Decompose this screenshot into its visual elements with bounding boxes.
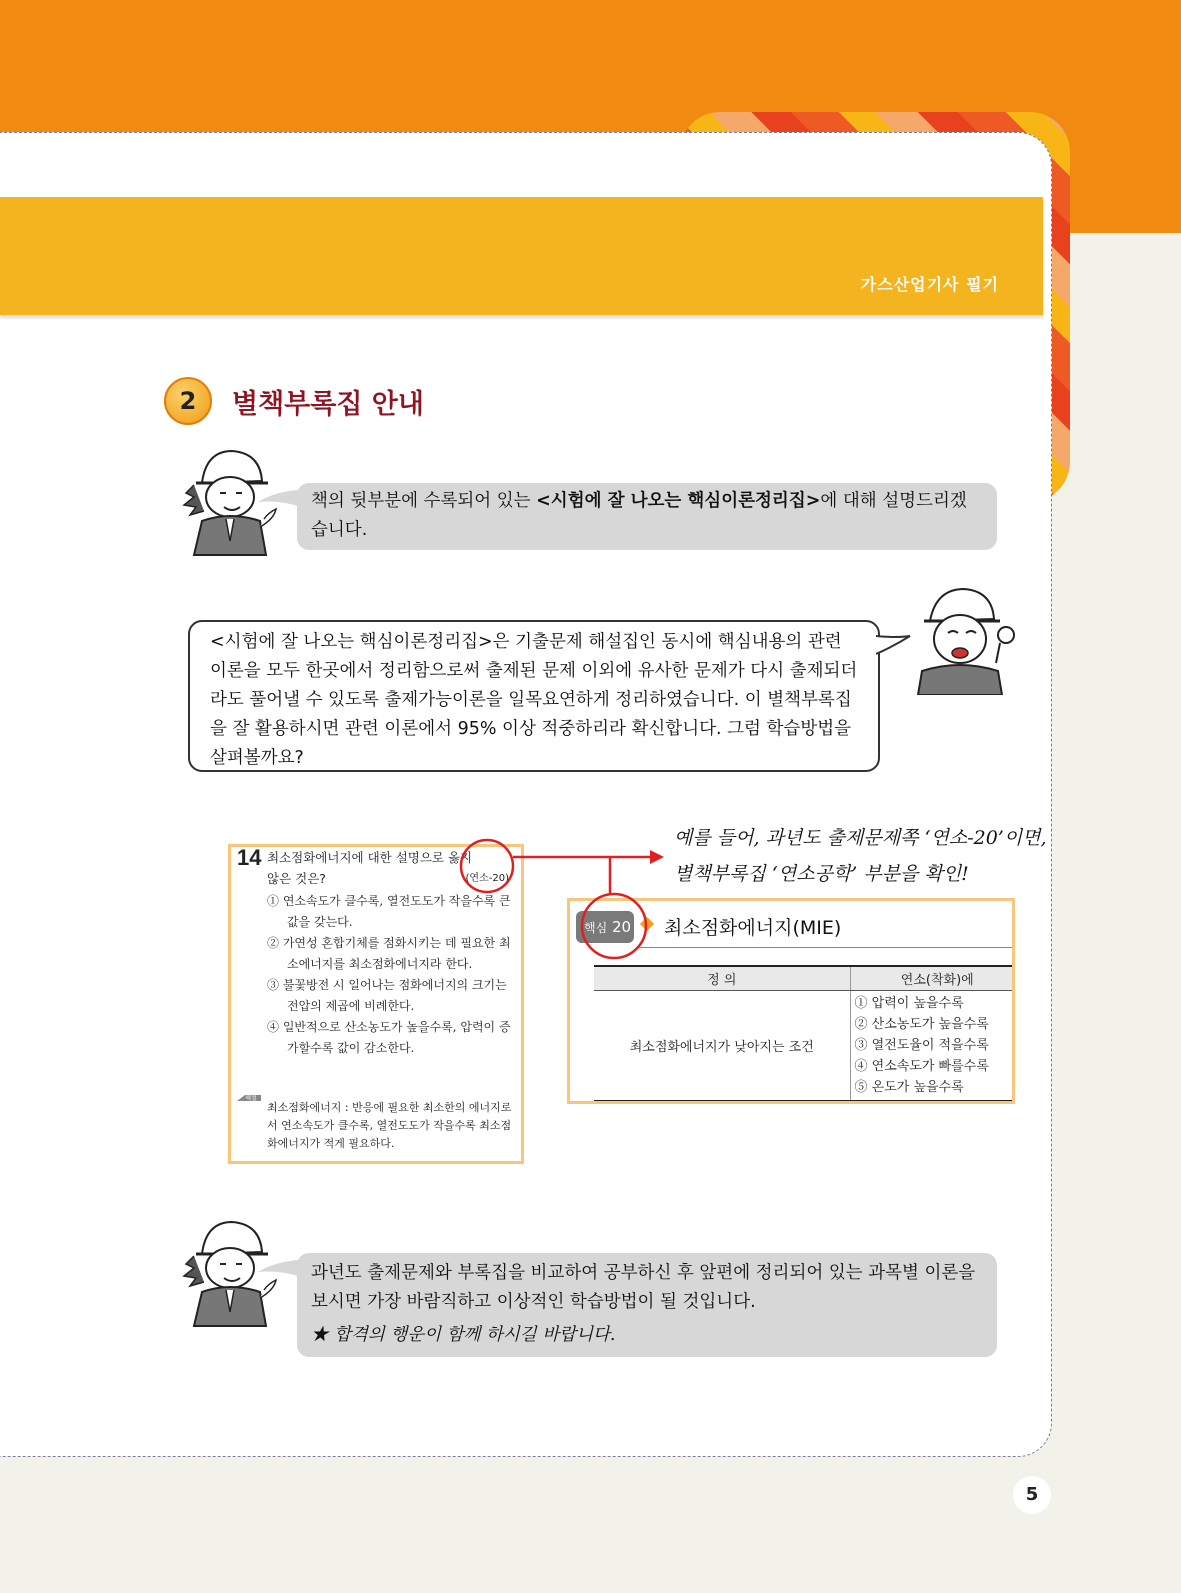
question-explanation bbox=[267, 1099, 517, 1153]
factor-1: ① 압력이 높을수록 bbox=[854, 995, 964, 1011]
bubble1-pre: 책의 뒷부분에 수록되어 있는 bbox=[311, 491, 537, 511]
option-1: ① 연소속도가 클수록, 열전도도가 작을수록 큰 값을 갖는다. bbox=[267, 894, 511, 929]
core-title-underline bbox=[636, 947, 1015, 948]
speech-bubble-explanation: <시험에 잘 나오는 핵심이론정리집>은 기출문제 해설집인 동시에 핵심내용의 관련 이론을 모두 한곳에서 정리함으로써 출제된 문제 이외에 유사한 문제가 다시 출제되더라도 풀어낼 수 있도록 출제가능이론을 일목요연하게 정리하였습니다. 이 별책부록집을 잘 활용하시면 관련 이론에서 95% 이상 적중하리라 확신합니다. 그럼 학습방법을 살펴볼까요? bbox=[188, 620, 880, 772]
section-number: 2 bbox=[164, 377, 212, 425]
question-options bbox=[267, 891, 517, 1059]
explanation-text: 반응에 필요한 최소한의 에너지로서 연소속도가 클수록, 열전도도가 작을수록 최소점화에너지가 적게 필요하다. bbox=[267, 1101, 512, 1150]
bubble-tail-icon bbox=[876, 632, 912, 656]
question-tag: (연소-20) bbox=[465, 873, 509, 884]
option-4: ④ 일반적으로 산소농도가 높을수록, 압력이 증가할수록 값이 감소한다. bbox=[267, 1020, 511, 1055]
factor-4: ④ 연소속도가 빠를수록 bbox=[854, 1058, 989, 1074]
core-col-definition: 정 의 bbox=[594, 966, 850, 990]
page-number: 5 bbox=[1013, 1476, 1051, 1514]
core-badge-number: 20 bbox=[611, 918, 632, 936]
bubble3-wish: ★ 합격의 행운이 함께 하시길 바랍니다. bbox=[311, 1325, 616, 1345]
core-badge-label: 핵심 bbox=[584, 921, 608, 935]
factor-3: ③ 열전도율이 적을수록 bbox=[854, 1037, 989, 1053]
option-3: ③ 불꽃방전 시 일어나는 점화에너지의 크기는 전압의 제곱에 비례한다. bbox=[267, 978, 507, 1013]
core-condition: 최소점화에너지가 낮아지는 조건 bbox=[594, 990, 850, 1101]
bubble3-text: 과년도 출제문제와 부록집을 비교하여 공부하신 후 앞편에 정리되어 있는 과목별 이론을 보시면 가장 바람직하고 이상적인 학습방법이 될 것입니다. bbox=[311, 1263, 976, 1312]
handwritten-annotation bbox=[674, 820, 1047, 892]
core-table bbox=[594, 965, 1015, 1102]
core-theory-box bbox=[567, 898, 1015, 1104]
question-number: 14 bbox=[237, 845, 262, 870]
bubble1-bold: <시험에 잘 나오는 핵심이론정리집> bbox=[536, 491, 821, 511]
bubble-tail-icon bbox=[258, 1258, 298, 1278]
speech-bubble-closing bbox=[297, 1253, 997, 1357]
question-example-box bbox=[228, 844, 524, 1164]
core-factors bbox=[850, 990, 1015, 1101]
core-badge bbox=[576, 911, 634, 943]
book-title: 가스산업기사 필기 bbox=[860, 275, 999, 294]
diamond-icon bbox=[640, 917, 654, 931]
header-bar bbox=[0, 197, 1043, 315]
factor-2: ② 산소농도가 높을수록 bbox=[854, 1016, 989, 1032]
core-col-effect: 연소(착화)에 bbox=[850, 966, 1015, 990]
annotation-line1: 예를 들어, 과년도 출제문제쪽 ‘연소-20’이면, bbox=[674, 827, 1047, 849]
bubble1-post: 에 대해 설명드리겠습니다. bbox=[311, 491, 967, 540]
explanation-key: 최소점화에너지 : bbox=[267, 1101, 349, 1114]
core-title: 최소점화에너지(MIE) bbox=[664, 917, 842, 939]
speech-bubble-intro bbox=[297, 483, 997, 550]
mascot-worker-ok-icon bbox=[908, 585, 1018, 695]
bubble-tail-icon bbox=[258, 488, 298, 508]
explanation-label: 해설 bbox=[245, 1095, 257, 1102]
factor-5: ⑤ 온도가 높을수록 bbox=[854, 1079, 964, 1095]
question-stem: 최소점화에너지에 대한 설명으로 옳지 않은 것은? bbox=[267, 850, 473, 886]
annotation-line2: 별책부록집 ‘연소공학’ 부분을 확인! bbox=[674, 863, 969, 885]
explanation-pencil-icon bbox=[235, 1089, 263, 1103]
section-title: 별책부록집 안내 bbox=[232, 389, 424, 420]
option-2: ② 가연성 혼합기체를 점화시키는 데 필요한 최소에너지를 최소점화에너지라 한다. bbox=[267, 936, 511, 971]
